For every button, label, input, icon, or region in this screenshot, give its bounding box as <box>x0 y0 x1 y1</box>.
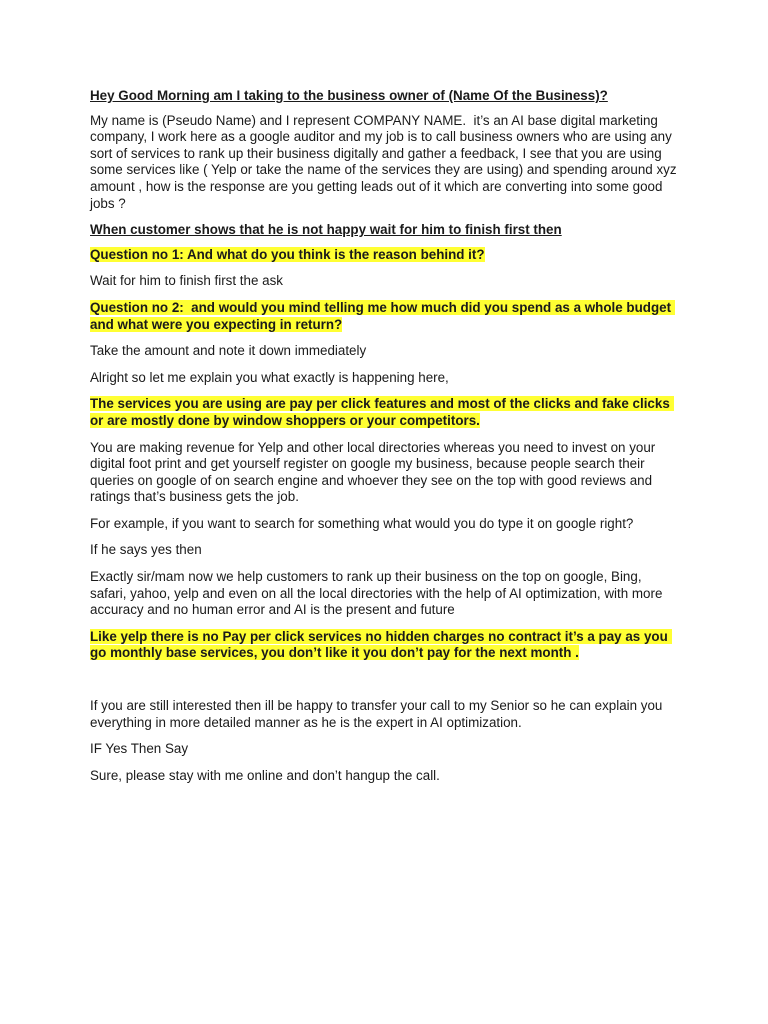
closing-line: Sure, please stay with me online and don’t hangup the call. <box>90 767 440 783</box>
transfer-paragraph: If you are still interested then ill be happy to transfer your call to my Senior so he can explain you everything in more detailed manner as he is the expert in AI optimization. <box>90 698 667 730</box>
document-page <box>90 88 680 794</box>
ppc-statement <box>90 396 680 429</box>
revenue-paragraph: You are making revenue for Yelp and other local directories whereas you need to invest on your digital foot print and get yourself register on google my business, because people search their queries on google of on search engine and whoever they see on the top with good reviews and ratings that’s business gets the job. <box>90 439 659 505</box>
instruction-if-yes-say: IF Yes Then Say <box>90 741 189 757</box>
ppc-statement-text: The services you are using are pay per click features and most of the clicks and fake clicks or are mostly done by window shoppers or your competitors. <box>90 396 674 428</box>
question-1-text: Question no 1: And what do you think is the reason behind it? <box>90 246 485 262</box>
example-question: For example, if you want to search for something what would you do type it on google right? <box>90 515 634 531</box>
introduction-paragraph: My name is (Pseudo Name) and I represent COMPANY NAME. it’s an AI base digital marketing company, I work here as a google auditor and my job is to call business owners who are using any sort of services to rank up their business digitally and gather a feedback, I see that you are using some services like ( Yelp or take the name of the services they are using) and spending around xyz amount , how is the response are you getting leads out of it which are converting into some good jobs ? <box>90 112 681 211</box>
services-paragraph: Exactly sir/mam now we help customers to rank up their business on the top on google, Bing, safari, yahoo, yelp and even on all the local directories with the help of AI optimization, with more accuracy and no human error and AI is the present and future <box>90 569 667 618</box>
instruction-wait: Wait for him to finish first the ask <box>90 273 283 289</box>
no-ppc-statement-text: Like yelp there is no Pay per click services no hidden charges no contract it’s a pay as you go monthly base services, you don’t like it you don’t pay for the next month . <box>90 628 672 661</box>
blank-line <box>90 672 680 698</box>
question-2-text: Question no 2: and would you mind telling me how much did you spend as a whole budget and what were you expecting in return? <box>90 299 675 332</box>
no-ppc-statement <box>90 629 680 662</box>
greeting-heading: Hey Good Morning am I taking to the business owner of (Name Of the Business)? <box>90 88 608 103</box>
question-1 <box>90 247 680 264</box>
question-2 <box>90 300 680 333</box>
unhappy-customer-heading: When customer shows that he is not happy wait for him to finish first then <box>90 222 562 238</box>
instruction-note-amount: Take the amount and note it down immediately <box>90 343 367 359</box>
instruction-if-yes: If he says yes then <box>90 542 202 558</box>
explain-intro: Alright so let me explain you what exactly is happening here, <box>90 369 449 385</box>
